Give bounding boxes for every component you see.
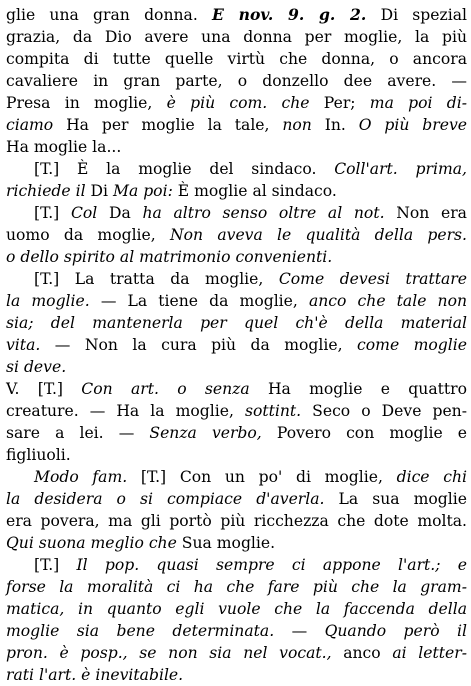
text-segment: Presa in moglie, <box>6 94 167 112</box>
text-segment: [T.] Con un po' di moglie, <box>127 468 397 486</box>
text-line <box>6 532 467 554</box>
text-segment: Il pop. quasi sempre ci appone l'art.; e <box>76 556 467 574</box>
text-segment: compita di tutte quelle virtù che donna, o ancora <box>6 50 467 68</box>
text-segment: uomo da moglie, <box>6 226 170 244</box>
text-segment: — La tiene da moglie, <box>89 292 309 310</box>
text-line <box>6 356 467 378</box>
text-segment: Per; <box>309 94 370 112</box>
text-segment: è più com. che <box>166 94 310 112</box>
text-segment: si deve. <box>6 358 67 376</box>
text-segment: sottint. <box>244 402 302 420</box>
text-segment: glie una gran donna. <box>6 6 213 24</box>
text-segment: ciamo <box>6 116 54 134</box>
text-segment: come moglie <box>357 336 467 354</box>
text-segment: In. <box>311 116 359 134</box>
text-segment: ma poi di- <box>369 94 468 112</box>
text-line <box>6 246 467 268</box>
text-segment: richiede il <box>6 182 86 200</box>
text-line <box>6 114 467 136</box>
text-segment: Senza verbo, <box>149 424 262 442</box>
text-line <box>6 466 467 488</box>
text-segment: Ha moglie la... <box>6 138 122 156</box>
text-line <box>6 620 467 642</box>
text-segment: Non aveva le qualità della pers. <box>170 226 468 244</box>
text-segment: Da <box>97 204 143 222</box>
text-segment: V. [T.] <box>6 380 82 398</box>
text-segment: sare a lei. — <box>6 424 150 442</box>
text-segment: anco che tale non <box>308 292 468 310</box>
text-line <box>6 180 467 202</box>
text-segment: non <box>282 116 312 134</box>
text-segment: vita. <box>6 336 41 354</box>
text-line <box>6 554 467 576</box>
text-segment: Come devesi trattare <box>278 270 467 288</box>
text-line <box>6 488 467 510</box>
text-segment: anco <box>331 644 393 662</box>
text-line <box>6 422 467 444</box>
text-line <box>6 224 467 246</box>
text-line <box>6 510 467 532</box>
text-line <box>6 290 467 312</box>
text-segment: Povero con moglie e <box>261 424 467 442</box>
text-segment: figliuoli. <box>6 446 71 464</box>
text-segment: rati l'art. è inevitabile. <box>6 666 184 684</box>
text-segment: sia; del mantenerla per quel ch'è della material <box>6 314 467 332</box>
text-line <box>6 642 467 664</box>
text-segment: grazia, da Dio avere una donna per moglie, la più <box>6 28 467 46</box>
text-segment: ai letter- <box>392 644 467 662</box>
text-segment: Ma poi: <box>112 182 173 200</box>
text-segment: Di spezial <box>366 6 468 24</box>
text-line <box>6 136 467 158</box>
text-segment: [T.] È la moglie del sindaco. <box>34 160 335 178</box>
text-segment: La sua moglie <box>324 490 467 508</box>
text-segment: Ha per moglie la tale, <box>53 116 283 134</box>
text-segment: [T.] <box>34 556 77 574</box>
text-segment: O più breve <box>358 116 467 134</box>
text-segment: creature. — Ha la moglie, <box>6 402 245 420</box>
text-segment: la moglie. <box>6 292 90 310</box>
text-segment: matica, in quanto egli vuole che la faccenda della <box>6 600 467 618</box>
text-line <box>6 92 467 114</box>
text-segment: — <box>274 622 325 640</box>
text-segment: Di <box>85 182 113 200</box>
text-segment: Con art. o senza <box>81 380 250 398</box>
text-line <box>6 48 467 70</box>
text-segment: [T.] La tratta da moglie, <box>34 270 279 288</box>
text-line <box>6 202 467 224</box>
text-line <box>6 598 467 620</box>
text-segment: Seco o Deve pen- <box>301 402 467 420</box>
text-line <box>6 26 467 48</box>
text-line <box>6 70 467 92</box>
text-line <box>6 334 467 356</box>
text-segment: o dello spirito al matrimonio convenienti. <box>6 248 333 266</box>
dictionary-page <box>6 4 467 686</box>
text-segment: Modo fam. <box>34 468 128 486</box>
text-segment: ha altro senso oltre al not. <box>142 204 385 222</box>
text-line <box>6 664 467 686</box>
text-line <box>6 400 467 422</box>
text-segment: cavaliere in gran parte, o donzello dee avere. — <box>6 72 467 90</box>
text-segment: era povera, ma gli portò più ricchezza che dote molta. <box>6 512 467 530</box>
text-segment: dice chi <box>396 468 467 486</box>
text-segment: forse la moralità ci ha che fare più che la gram- <box>6 578 467 596</box>
text-segment: Col <box>70 204 98 222</box>
text-line <box>6 576 467 598</box>
text-line <box>6 4 467 26</box>
text-segment: Ha moglie e quattro <box>249 380 467 398</box>
text-line <box>6 312 467 334</box>
text-segment: Coll'art. prima, <box>334 160 467 178</box>
text-segment: Non era <box>384 204 467 222</box>
text-segment: È moglie al sindaco. <box>172 182 337 200</box>
text-line <box>6 268 467 290</box>
text-segment: Quando però il <box>324 622 468 640</box>
text-segment: la desidera o si compiace d'averla. <box>6 490 325 508</box>
text-line <box>6 444 467 466</box>
text-segment: Qui suona meglio che <box>6 534 177 552</box>
text-line <box>6 158 467 180</box>
text-segment: moglie sia bene determinata. <box>6 622 275 640</box>
text-segment: E nov. 9. g. 2. <box>212 5 367 24</box>
text-line <box>6 378 467 400</box>
text-segment: Sua moglie. <box>176 534 276 552</box>
text-segment: — Non la cura più da moglie, <box>40 336 358 354</box>
text-segment: [T.] <box>34 204 71 222</box>
text-segment: pron. è posp., se non sia nel vocat., <box>6 644 332 662</box>
